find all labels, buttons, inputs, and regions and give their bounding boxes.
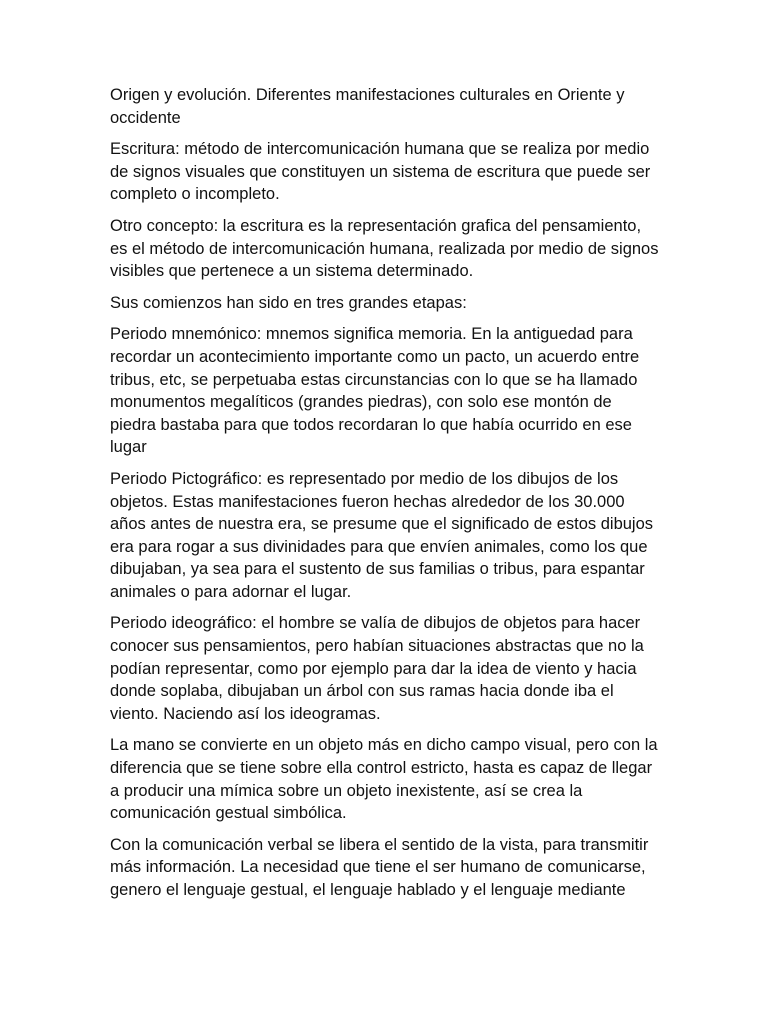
paragraph-comunicacion-gestual: La mano se convierte en un objeto más en dicho campo visual, pero con la diferencia que se tiene sobre ella control estricto, hasta es capaz de llegar a producir una mímica sobre un objeto inexistente, así se crea la comunicación gestual simbólica. [110, 736, 658, 823]
paragraph-periodo-ideografico: Periodo ideográfico: el hombre se valía de dibujos de objetos para hacer conocer sus pensamientos, pero habían situaciones abstractas que no la podían representar, como por ejemplo para dar la idea de viento y hacia donde soplaba, dibujaban un árbol con sus ramas hacia donde iba el viento. Naciendo así los ideogramas. [110, 614, 644, 723]
paragraph-etapas-intro: Sus comienzos han sido en tres grandes etapas: [110, 293, 467, 312]
paragraph-escritura-definition: Escritura: método de intercomunicación humana que se realiza por medio de signos visuales que constituyen un sistema de escritura que puede ser completo o incompleto. [110, 140, 651, 204]
document-heading: Origen y evolución. Diferentes manifestaciones culturales en Oriente y occidente [110, 86, 625, 127]
paragraph-periodo-mnemonico: Periodo mnemónico: mnemos significa memoria. En la antiguedad para recordar un acontecimiento importante como un pacto, un acuerdo entre tribus, etc, se perpetuaba estas circunstancias con lo que se ha llamado monumentos megalíticos (grandes piedras), con solo ese montón de piedra bastaba para que todos recordaran lo que había ocurrido en ese lugar [110, 325, 640, 457]
paragraph-otro-concepto: Otro concepto: la escritura es la representación grafica del pensamiento, es el método de intercomunicación humana, realizada por medio de signos visibles que pertenece a un sistema determinado. [110, 216, 659, 281]
paragraph-periodo-pictografico: Periodo Pictográfico: es representado por medio de los dibujos de los objetos. Estas manifestaciones fueron hechas alrededor de los 30.000 años antes de nuestra era, se presume que el significado de estos dibujos era para rogar a sus divinidades para que envíen animales, como los que dibujaban, ya sea para el sustento de sus familias o tribus, para espantar animales o para adornar el lugar. [110, 469, 654, 601]
document-body [110, 84, 660, 911]
paragraph-comunicacion-verbal: Con la comunicación verbal se libera el sentido de la vista, para transmitir más información. La necesidad que tiene el ser humano de comunicarse, genero el lenguaje gestual, el lenguaje hablado y el lenguaje mediante [110, 835, 649, 899]
